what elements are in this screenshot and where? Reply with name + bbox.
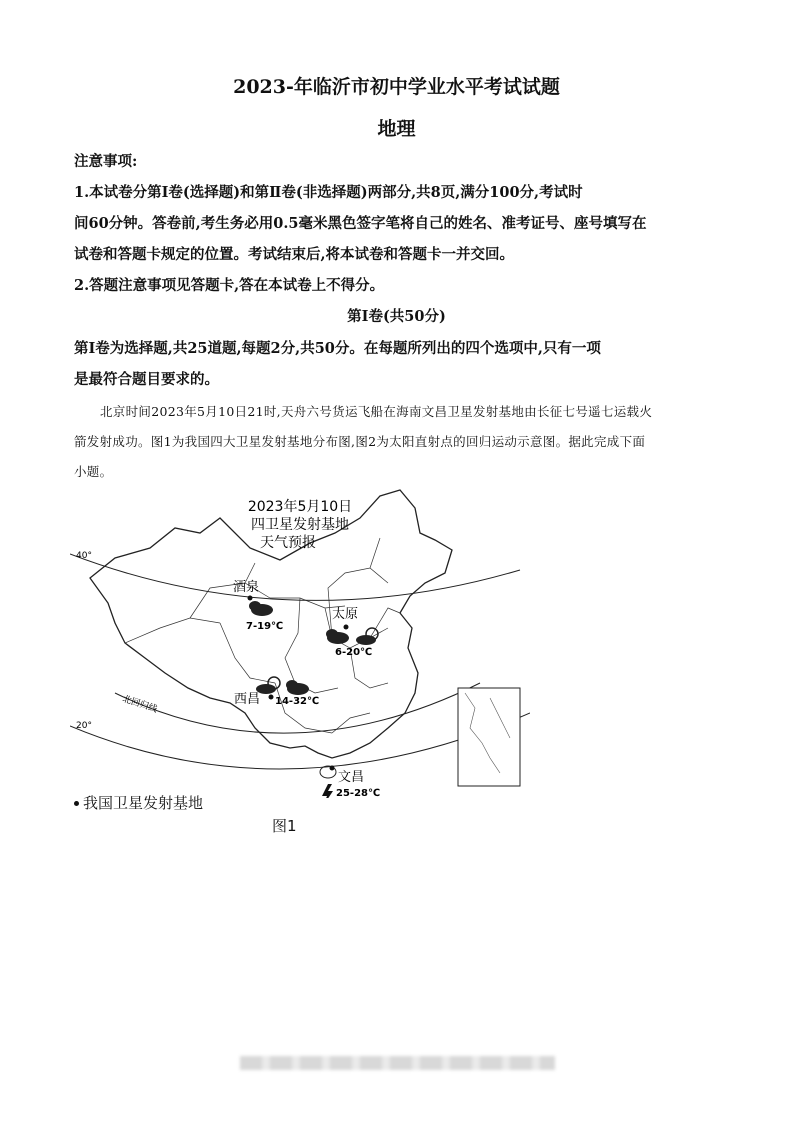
caption-line-2: 四卫星发射基地 [251, 517, 349, 533]
stem-line-3: 小题。 [74, 464, 113, 479]
notice-item-2: 2.答题注意事项见答题卡,答在本试卷上不得分。 [74, 277, 385, 294]
station-jiuquan-temp: 7-19℃ [246, 621, 284, 632]
cloudy-icon [249, 601, 273, 616]
legend-label: 我国卫星发射基地 [83, 794, 204, 812]
exam-title: 2023-年临沂市初中学业水平考试试题 [233, 76, 560, 98]
station-taiyuan-temp: 6-20℃ [335, 647, 373, 658]
section-intro-line-1: 第Ⅰ卷为选择题,共25道题,每题2分,共50分。在每题所列出的四个选项中,只有一项 [74, 340, 601, 357]
station-xichang-temp: 14-32℃ [275, 696, 320, 707]
notice-item-1-line-1: 1.本试卷分第Ⅰ卷(选择题)和第Ⅱ卷(非选择题)两部分,共8页,满分100分,考试时 [74, 184, 583, 201]
station-wenchang-dot [330, 766, 335, 771]
stem-line-2: 箭发射成功。图1为我国四大卫星发射基地分布图,图2为太阳直射点的回归运动示意图。据此完成下面 [74, 434, 646, 449]
blurred-watermark [240, 1056, 555, 1070]
cloudy-icon [286, 680, 309, 695]
caption-line-3: 天气预报 [260, 535, 316, 551]
station-taiyuan-dot [344, 625, 349, 630]
map-legend [74, 792, 203, 813]
province-lines [125, 538, 400, 733]
lat-20-label: 20° [76, 721, 92, 731]
cloudy-icon [326, 629, 349, 644]
subject-title: 地理 [377, 118, 416, 140]
station-wenchang-temp: 25-28℃ [336, 788, 381, 798]
figure-label: 图1 [272, 817, 297, 835]
station-xichang-dot [269, 695, 274, 700]
station-taiyuan-name: 太原 [332, 607, 359, 622]
latitude-40 [70, 554, 520, 600]
lat-40-label: 40° [76, 551, 92, 561]
notice-heading: 注意事项: [74, 153, 138, 170]
stem-line-1: 北京时间2023年5月10日21时,天舟六号货运飞船在海南文昌卫星发射基地由长征七号遥七运载火 [100, 404, 653, 419]
section-intro-line-2: 是最符合题目要求的。 [74, 371, 219, 388]
caption-line-1: 2023年5月10日 [247, 499, 353, 515]
station-jiuquan-dot [248, 596, 253, 601]
figure1-china-map [70, 488, 530, 798]
station-jiuquan-name: 酒泉 [233, 580, 260, 595]
notice-item-1-line-2: 间60分钟。答卷前,考生务必用0.5毫米黑色签字笔将自己的姓名、准考证号、座号填写在 [74, 215, 647, 232]
south-china-sea-inset [458, 688, 520, 786]
station-wenchang-name: 文昌 [338, 770, 365, 785]
section-heading: 第Ⅰ卷(共50分) [347, 308, 446, 325]
legend-dot [74, 801, 79, 806]
tropic-label: 北回归线 [121, 694, 159, 715]
notice-item-1-line-3: 试卷和答题卡规定的位置。考试结束后,将本试卷和答题卡一并交回。 [74, 246, 515, 263]
thunder-icon [322, 784, 333, 798]
station-xichang-name: 西昌 [234, 692, 261, 707]
